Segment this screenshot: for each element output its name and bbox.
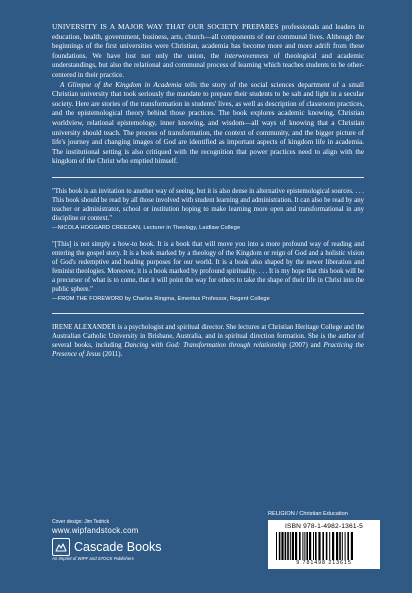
author-bio-text-c: (2011).: [100, 350, 123, 358]
barcode-box: [268, 520, 380, 569]
cover-design-credit: Cover design: Jim Tedrick: [52, 519, 110, 525]
synopsis-paragraph-1: [52, 22, 364, 81]
barcode-bar: [329, 532, 330, 560]
endorsement-attribution-1: —NICOLA HOGGARD CREEGAN, Lecturer in Theology, Laidlaw College: [52, 224, 241, 231]
cover-copy: [52, 22, 364, 359]
barcode-bar: [332, 532, 334, 560]
publisher-imprint: An Imprint of WIPF and STOCK Publishers: [52, 556, 134, 561]
barcode-bar: [287, 532, 289, 560]
barcode-bar: [276, 532, 277, 560]
endorsement-quote-1: "This book is an invitation to another way of seeing, but it is also dense in alternative epistemological sources. . . . This book should be read by all those involved with student learning and administration. It can also be read by any teacher or administrator, school or institution hoping to make learning more open and transformational in any discipline or context.": [52, 187, 364, 222]
author-bio: [52, 323, 364, 359]
synopsis-text: professionals and leaders in education, health, government, business, arts, church—all components of our communal lives. Although the beginnings of the first universities were Christian, academia has become more and more adrift from these foundations. We have lost not only the union, the: [52, 23, 364, 60]
barcode-bar: [318, 532, 320, 560]
synopsis-emphasis: interwovenness: [224, 51, 269, 60]
author-book-2: Practicing the Presence of Jesus: [52, 341, 364, 358]
synopsis-text-2: tells the story of the social sciences department of a small Christian university that took seriously the mandate to prepare their students to be salt and light in a secular society. Here are stories of the transformation in students' lives, as well as description of classroom practices, and the epistemological theory behind those practices. The book explores academic knowing, Christian worldview, relational epistemology, inner knowing, and wisdom—all ways of knowing that a Christian university should teach. The process of transformation, the context of community, and the bigger picture of life's journey and changing images of God are identified as important aspects of kingdom life in academia. The institutional setting is also critiqued with the recognition that power practices need to align with the kingdom of the Christ who emptied himself.: [52, 80, 364, 166]
barcode-bar: [302, 532, 303, 560]
divider: [52, 177, 364, 178]
barcode-digits: 9 781498 213615: [296, 560, 352, 566]
publisher-url: www.wipfandstock.com: [52, 526, 139, 535]
barcode-bar: [336, 532, 338, 560]
synopsis-paragraph-2: [52, 81, 364, 167]
synopsis-text-tail: of theological and academic understandings, but also the relational and communal process of learning which teaches students to be other-centered in their practice.: [52, 51, 364, 79]
author-bio-text-b: (2007) and: [286, 341, 324, 349]
barcode-bar: [290, 532, 291, 560]
barcode-bar: [281, 532, 283, 560]
cascade-logo-icon: [52, 538, 70, 556]
barcode-bar: [295, 532, 297, 560]
barcode-bar: [285, 532, 287, 560]
barcode-bar: [306, 532, 308, 560]
book-category: RELIGION / Christian Education: [268, 511, 348, 517]
barcode-bar: [347, 532, 349, 560]
barcode-icon: [274, 532, 374, 560]
barcode-bar: [292, 532, 294, 560]
isbn-text: ISBN 978-1-4982-1361-5: [284, 523, 364, 530]
author-name: IRENE ALEXANDER: [52, 323, 116, 331]
barcode-bar: [339, 532, 341, 560]
book-title-inline: A Glimpse of the Kingdom in Academia: [60, 80, 182, 89]
barcode-bar: [309, 532, 311, 560]
barcode-bar: [322, 532, 324, 560]
barcode-bar: [345, 532, 346, 560]
barcode-block: [268, 510, 380, 569]
barcode-bar: [326, 532, 328, 560]
barcode-bar: [299, 532, 301, 560]
barcode-bar: [351, 532, 353, 560]
barcode-bar: [279, 532, 281, 560]
barcode-bar: [304, 532, 305, 560]
barcode-bar: [342, 532, 343, 560]
publisher-logo: [52, 538, 162, 556]
synopsis-lead: UNIVERSITY IS A MAJOR WAY THAT OUR SOCIETY PREPARES: [52, 22, 279, 31]
divider-2: [52, 313, 364, 314]
author-bio-text-a: is a psychologist and spiritual director. She lectures at Christian Heritage College and the Australian Catholic University in Brisbane, Australia, and in spiritual direction formation. She is the author of several books, including: [52, 323, 364, 349]
publisher-block: [52, 519, 162, 562]
publisher-name: Cascade Books: [74, 539, 162, 554]
endorsement-quote-2: "[This] is not simply a how-to book. It is a book that will move you into a more profound way of reading and entering the gospel story. It is a book marked by a theology of the Kingdom or reign of God and a holistic vision of God's redemptive and healing purposes for our world. It is a book also shaped by the newer liberation and feminist theologies. Moreover, it is a book marked by profound spirituality. . . . It is my hope that this book will be a precursor of what is to come, that it will point the way for others to take the shape of their life in Christ into the public sphere.": [52, 240, 364, 293]
endorsement-attribution-2: —FROM THE FOREWORD by Charles Ringma, Emeritus Professor, Regent College: [52, 295, 270, 302]
barcode-bar: [315, 532, 317, 560]
author-book-1: Dancing with God: Transformation through relationship: [124, 341, 287, 349]
barcode-bar: [313, 532, 314, 560]
